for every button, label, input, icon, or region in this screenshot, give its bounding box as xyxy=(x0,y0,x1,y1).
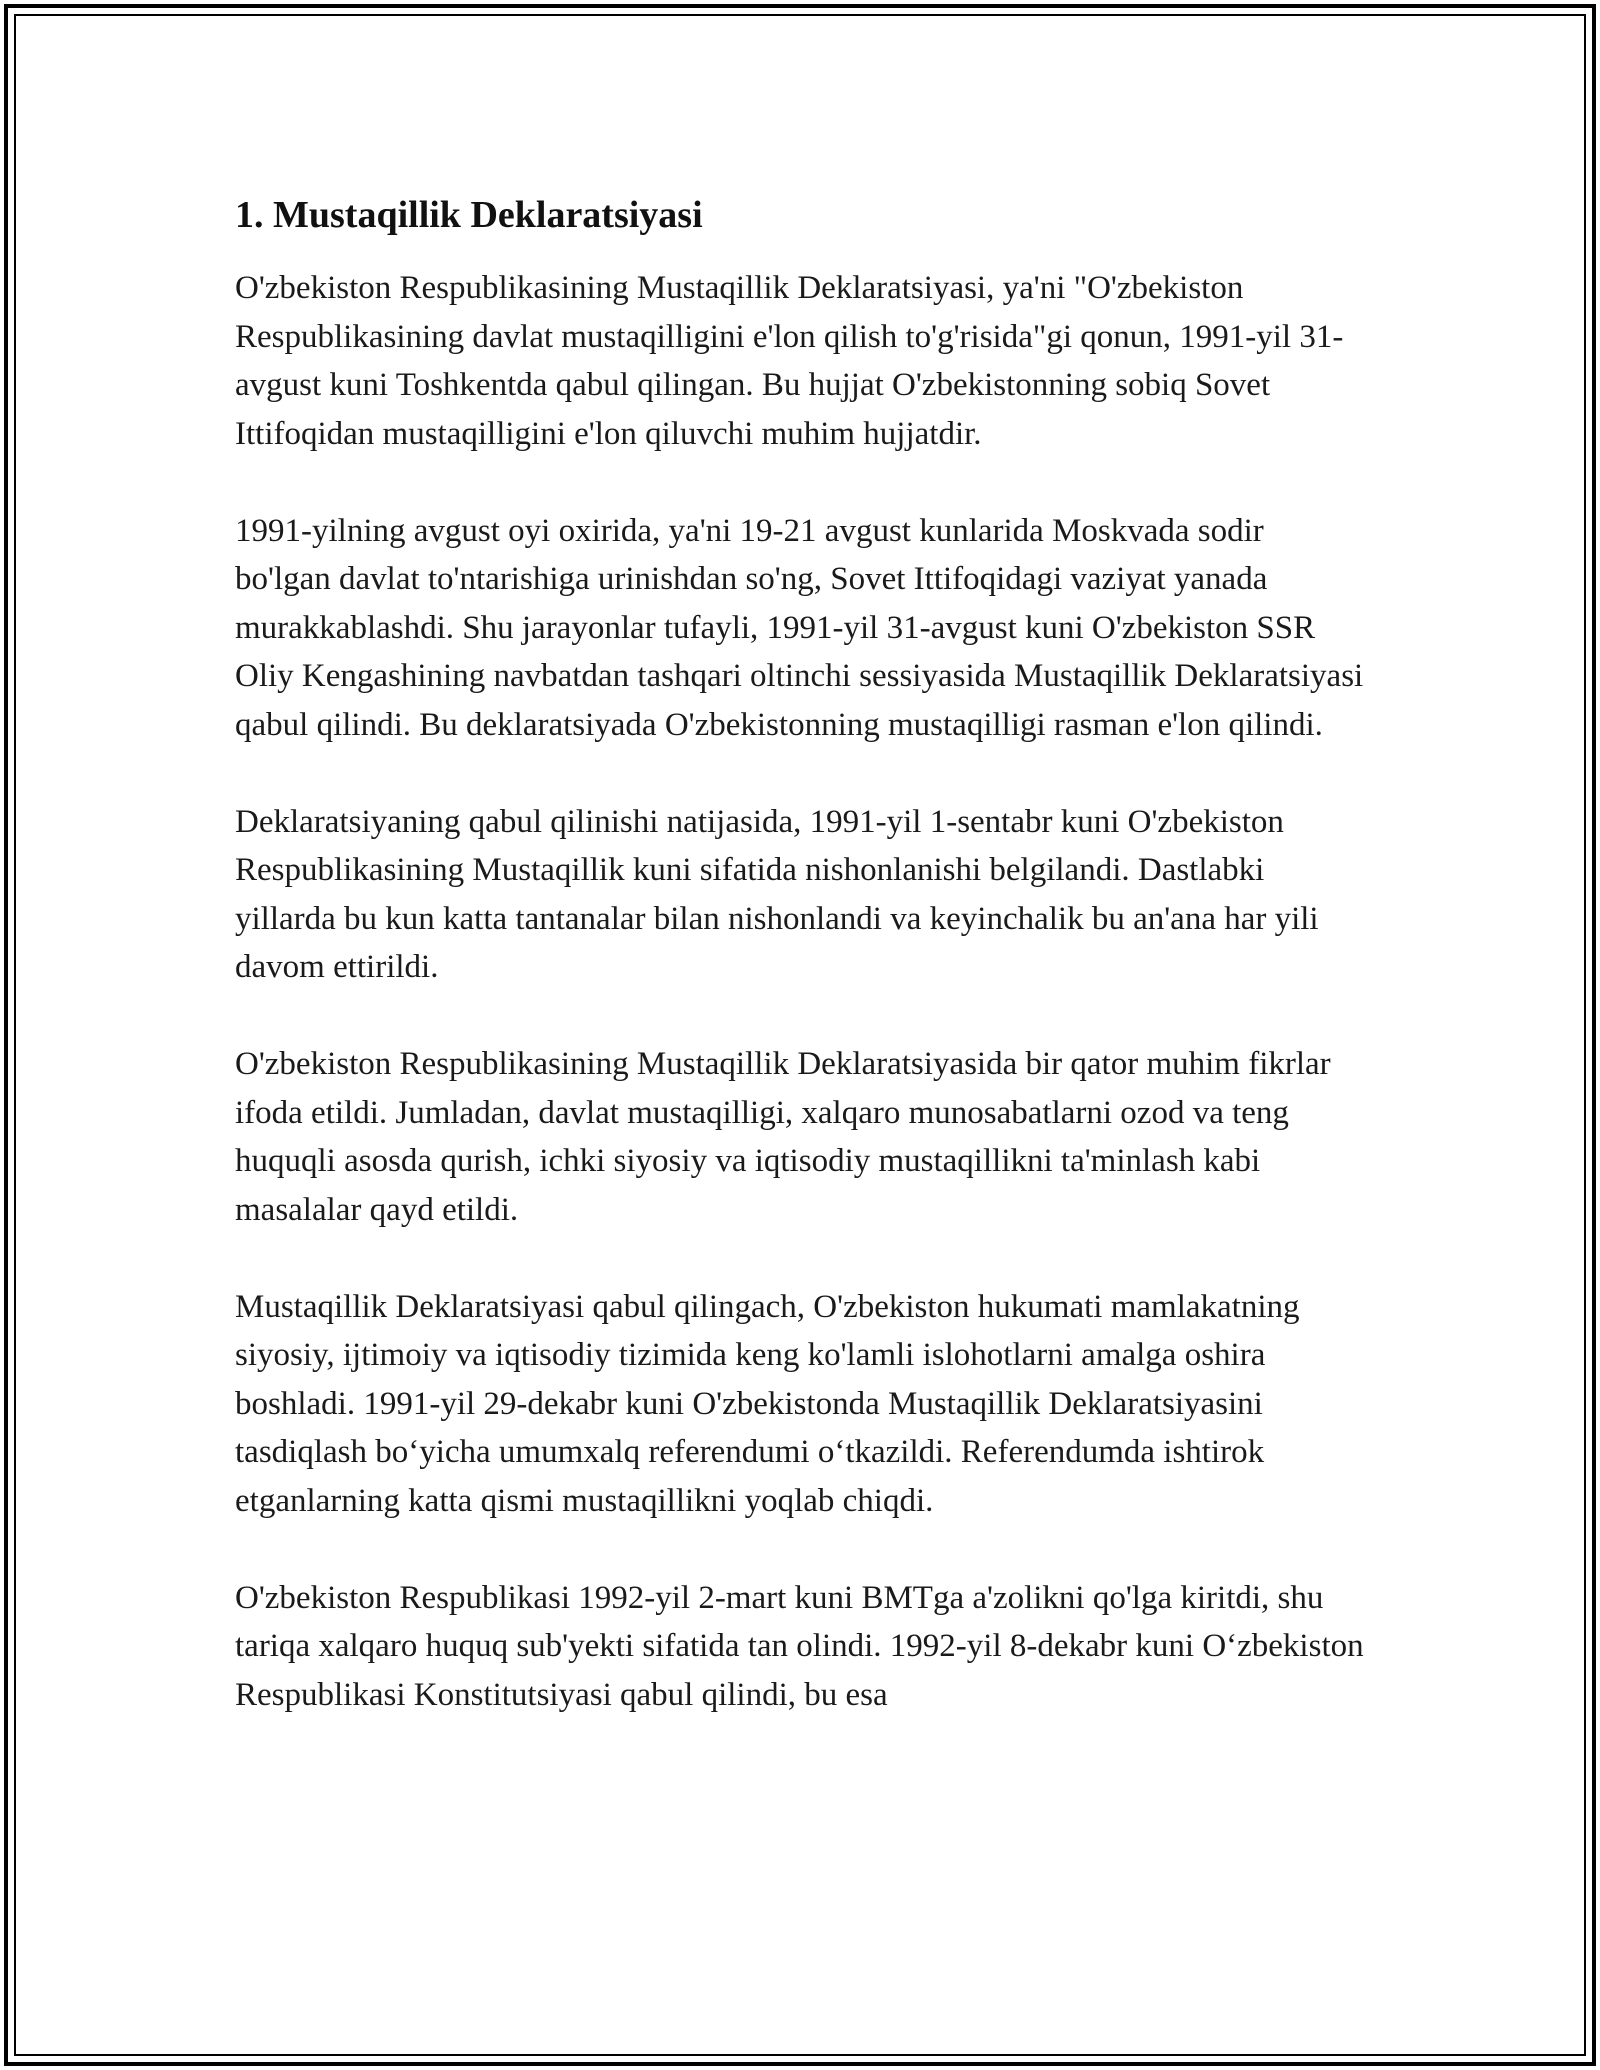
paragraph-5: Mustaqillik Deklaratsiyasi qabul qilingach, O'zbekiston hukumati mamlakatning siyosiy, ijtimoiy va iqtisodiy tizimida keng ko'lamli islohotlarni amalga oshira boshladi. 1991-yil 29-dekabr kuni O'zbekistonda Mustaqillik Deklaratsiyasini tasdiqlash bo‘yicha umumxalq referendumi o‘tkazildi. Referendumda ishtirok etganlarning katta qismi mustaqillikni yoqlab chiqdi. xyxy=(235,1288,1300,1519)
document-body xyxy=(235,190,1365,1768)
paragraph-1: O'zbekiston Respublikasining Mustaqillik Deklaratsiyasi, ya'ni "O'zbekiston Respublikasining davlat mustaqilligini e'lon qilish to'g'risida"gi qonun, 1991-yil 31-avgust kuni Toshkentda qabul qilingan. Bu hujjat O'zbekistonning sobiq Sovet Ittifoqidan mustaqilligini e'lon qiluvchi muhim hujjatdir. xyxy=(235,270,1344,452)
paragraph-4: O'zbekiston Respublikasining Mustaqillik Deklaratsiyasida bir qator muhim fikrlar ifoda etildi. Jumladan, davlat mustaqilligi, xalqaro munosabatlarni ozod va teng huquqli asosda qurish, ichki siyosiy va iqtisodiy mustaqillikni ta'minlash kabi masalalar qayd etildi. xyxy=(235,1046,1331,1228)
paragraph-3: Deklaratsiyaning qabul qilinishi natijasida, 1991-yil 1-sentabr kuni O'zbekiston Respublikasining Mustaqillik kuni sifatida nishonlanishi belgilandi. Dastlabki yillarda bu kun katta tantanalar bilan nishonlandi va keyinchalik bu an'ana har yili davom ettirildi. xyxy=(235,803,1319,985)
paragraph-6: O'zbekiston Respublikasi 1992-yil 2-mart kuni BMTga a'zolikni qo'lga kiritdi, shu tariqa xalqaro huquq sub'yekti sifatida tan olindi. 1992-yil 8-dekabr kuni O‘zbekiston Respublikasi Konstitutsiyasi qabul qilindi, bu esa xyxy=(235,1579,1364,1713)
paragraph-2: 1991-yilning avgust oyi oxirida, ya'ni 19-21 avgust kunlarida Moskvada sodir bo'lgan davlat to'ntarishiga urinishdan so'ng, Sovet Ittifoqidagi vaziyat yanada murakkablashdi. Shu jarayonlar tufayli, 1991-yil 31-avgust kuni O'zbekiston SSR Oliy Kengashining navbatdan tashqari oltinchi sessiyasida Mustaqillik Deklaratsiyasi qabul qilindi. Bu deklaratsiyada O'zbekistonning mustaqilligi rasman e'lon qilindi. xyxy=(235,512,1364,743)
section-heading: 1. Mustaqillik Deklaratsiyasi xyxy=(235,194,703,236)
